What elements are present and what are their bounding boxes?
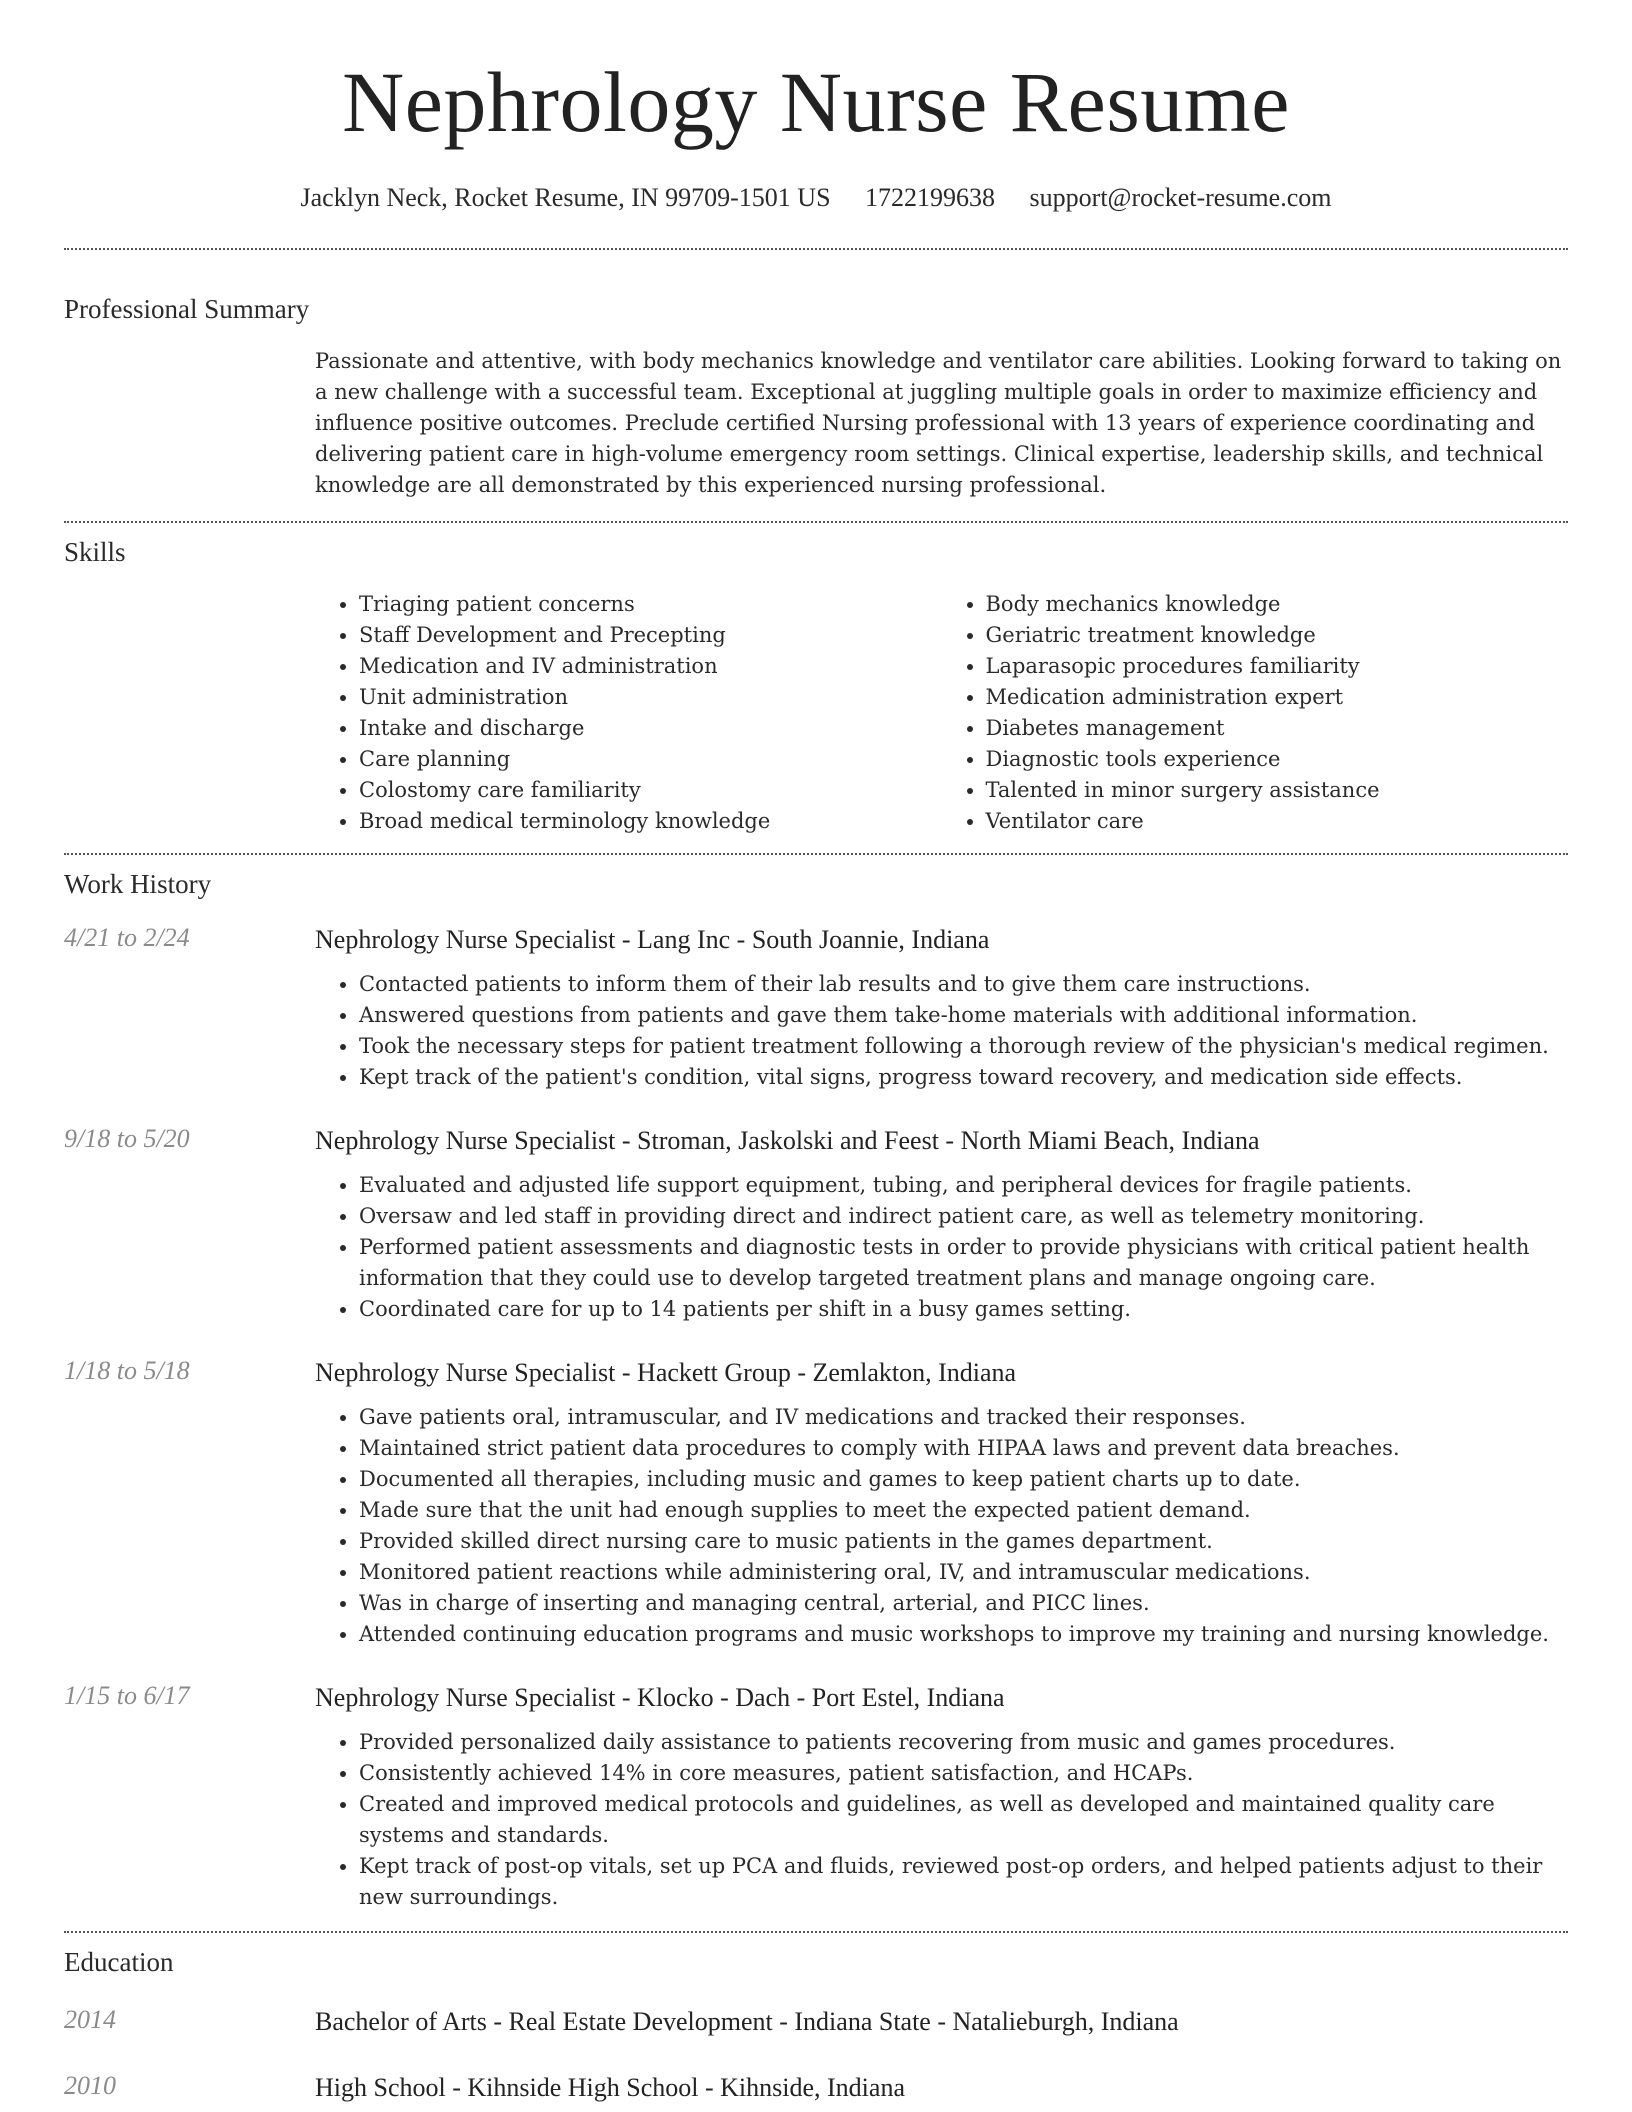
section-divider xyxy=(64,1931,1568,1933)
skill-item: • Colostomy care familiarity xyxy=(359,775,942,806)
job-title: Nephrology Nurse Specialist - Klocko - Dach - Port Estel, Indiana xyxy=(315,1683,1005,1712)
job-details xyxy=(315,1356,1568,1650)
job-bullet: • Evaluated and adjusted life support equipment, tubing, and peripheral devices for fragile patients. xyxy=(359,1170,1568,1201)
job-dates: 4/21 to 2/24 xyxy=(64,923,190,952)
section-divider xyxy=(64,248,1568,250)
job-bullets xyxy=(315,969,1568,1093)
job-bullet: • Took the necessary steps for patient treatment following a thorough review of the physician's medical regimen. xyxy=(359,1031,1568,1062)
education-entry xyxy=(64,2071,1568,2105)
skills-heading: Skills xyxy=(64,537,126,567)
skill-item: • Unit administration xyxy=(359,682,942,713)
summary-text: Passionate and attentive, with body mechanics knowledge and ventilator care abilities. Looking forward to taking on a new challenge with a successful team. Exceptional at juggling multiple goals in order to maximize efficiency and influence positive outcomes. Preclude certified Nursing professional with 13 years of experience coordinating and delivering patient care in high-volume emergency room settings. Clinical expertise, leadership skills, and technical knowledge are all demonstrated by this experienced nursing professional. xyxy=(315,349,1562,497)
job-bullet: • Gave patients oral, intramuscular, and IV medications and tracked their responses. xyxy=(359,1402,1568,1433)
job-title: Nephrology Nurse Specialist - Hackett Group - Zemlakton, Indiana xyxy=(315,1358,1017,1387)
skill-item: • Talented in minor surgery assistance xyxy=(986,775,1569,806)
job-bullet: • Maintained strict patient data procedures to comply with HIPAA laws and prevent data breaches. xyxy=(359,1433,1568,1464)
job-bullet: • Provided skilled direct nursing care to music patients in the games department. xyxy=(359,1526,1568,1557)
job-bullets xyxy=(315,1727,1568,1913)
education-year: 2010 xyxy=(64,2071,116,2100)
education-entry xyxy=(64,2005,1568,2039)
skill-item: • Triaging patient concerns xyxy=(359,589,942,620)
job-entry xyxy=(64,1356,1568,1650)
section-divider xyxy=(64,853,1568,855)
summary-section xyxy=(315,346,1568,501)
skill-item: • Care planning xyxy=(359,744,942,775)
job-bullet: • Performed patient assessments and diagnostic tests in order to provide physicians with critical patient health information that they could use to develop targeted treatment plans and manage ongoing care. xyxy=(359,1232,1568,1294)
job-bullet: • Made sure that the unit had enough supplies to meet the expected patient demand. xyxy=(359,1495,1568,1526)
education-degree: Bachelor of Arts - Real Estate Development - Indiana State - Natalieburgh, Indiana xyxy=(315,2007,1179,2036)
job-entry xyxy=(64,923,1568,1093)
job-details xyxy=(315,1681,1568,1913)
job-bullet: • Consistently achieved 14% in core measures, patient satisfaction, and HCAPs. xyxy=(359,1758,1568,1789)
skill-item: • Diagnostic tools experience xyxy=(986,744,1569,775)
job-bullet: • Monitored patient reactions while administering oral, IV, and intramuscular medications. xyxy=(359,1557,1568,1588)
job-entry xyxy=(64,1124,1568,1325)
education-year: 2014 xyxy=(64,2005,116,2034)
contact-phone: 1722199638 xyxy=(865,183,996,212)
job-dates: 1/18 to 5/18 xyxy=(64,1356,190,1385)
job-bullets xyxy=(315,1402,1568,1650)
job-dates: 9/18 to 5/20 xyxy=(64,1124,190,1153)
job-title: Nephrology Nurse Specialist - Stroman, Jaskolski and Feest - North Miami Beach, Indiana xyxy=(315,1126,1260,1155)
job-bullet: • Answered questions from patients and gave them take-home materials with additional information. xyxy=(359,1000,1568,1031)
section-divider xyxy=(64,521,1568,523)
skills-list-right xyxy=(942,589,1569,837)
skills-list-left xyxy=(315,589,942,837)
job-bullet: • Kept track of post-op vitals, set up PCA and fluids, reviewed post-op orders, and helped patients adjust to their new surroundings. xyxy=(359,1851,1568,1913)
skill-item: • Staff Development and Precepting xyxy=(359,620,942,651)
skill-item: • Broad medical terminology knowledge xyxy=(359,806,942,837)
education-heading: Education xyxy=(64,1947,174,1977)
job-bullets xyxy=(315,1170,1568,1325)
job-entry xyxy=(64,1681,1568,1913)
job-title: Nephrology Nurse Specialist - Lang Inc - South Joannie, Indiana xyxy=(315,925,990,954)
job-bullet: • Coordinated care for up to 14 patients per shift in a busy games setting. xyxy=(359,1294,1568,1325)
resume-title: Nephrology Nurse Resume xyxy=(342,54,1290,150)
work-history-section xyxy=(64,923,1568,1913)
work-heading: Work History xyxy=(64,869,212,899)
education-section xyxy=(64,2005,1568,2105)
skill-item: • Ventilator care xyxy=(986,806,1569,837)
job-bullet: • Attended continuing education programs and music workshops to improve my training and nursing knowledge. xyxy=(359,1619,1568,1650)
job-details xyxy=(315,1124,1568,1325)
summary-heading: Professional Summary xyxy=(64,294,310,324)
contact-address: Jacklyn Neck, Rocket Resume, IN 99709-1501 US xyxy=(300,183,831,212)
job-bullet: • Oversaw and led staff in providing direct and indirect patient care, as well as telemetry monitoring. xyxy=(359,1201,1568,1232)
skill-item: • Geriatric treatment knowledge xyxy=(986,620,1569,651)
job-bullet: • Was in charge of inserting and managing central, arterial, and PICC lines. xyxy=(359,1588,1568,1619)
skill-item: • Body mechanics knowledge xyxy=(986,589,1569,620)
skill-item: • Intake and discharge xyxy=(359,713,942,744)
contact-email: support@rocket-resume.com xyxy=(1029,183,1332,212)
job-details xyxy=(315,923,1568,1093)
education-degree: High School - Kihnside High School - Kihnside, Indiana xyxy=(315,2073,905,2102)
contact-line xyxy=(64,182,1568,214)
job-bullet: • Created and improved medical protocols and guidelines, as well as developed and maintained quality care systems and standards. xyxy=(359,1789,1568,1851)
skill-item: • Medication and IV administration xyxy=(359,651,942,682)
resume-page xyxy=(64,0,1568,2105)
skill-item: • Laparasopic procedures familiarity xyxy=(986,651,1569,682)
skills-section xyxy=(315,589,1568,837)
job-dates: 1/15 to 6/17 xyxy=(64,1681,190,1710)
job-bullet: • Contacted patients to inform them of their lab results and to give them care instructions. xyxy=(359,969,1568,1000)
job-bullet: • Provided personalized daily assistance to patients recovering from music and games procedures. xyxy=(359,1727,1568,1758)
job-bullet: • Kept track of the patient's condition, vital signs, progress toward recovery, and medication side effects. xyxy=(359,1062,1568,1093)
skill-item: • Diabetes management xyxy=(986,713,1569,744)
job-bullet: • Documented all therapies, including music and games to keep patient charts up to date. xyxy=(359,1464,1568,1495)
skill-item: • Medication administration expert xyxy=(986,682,1569,713)
